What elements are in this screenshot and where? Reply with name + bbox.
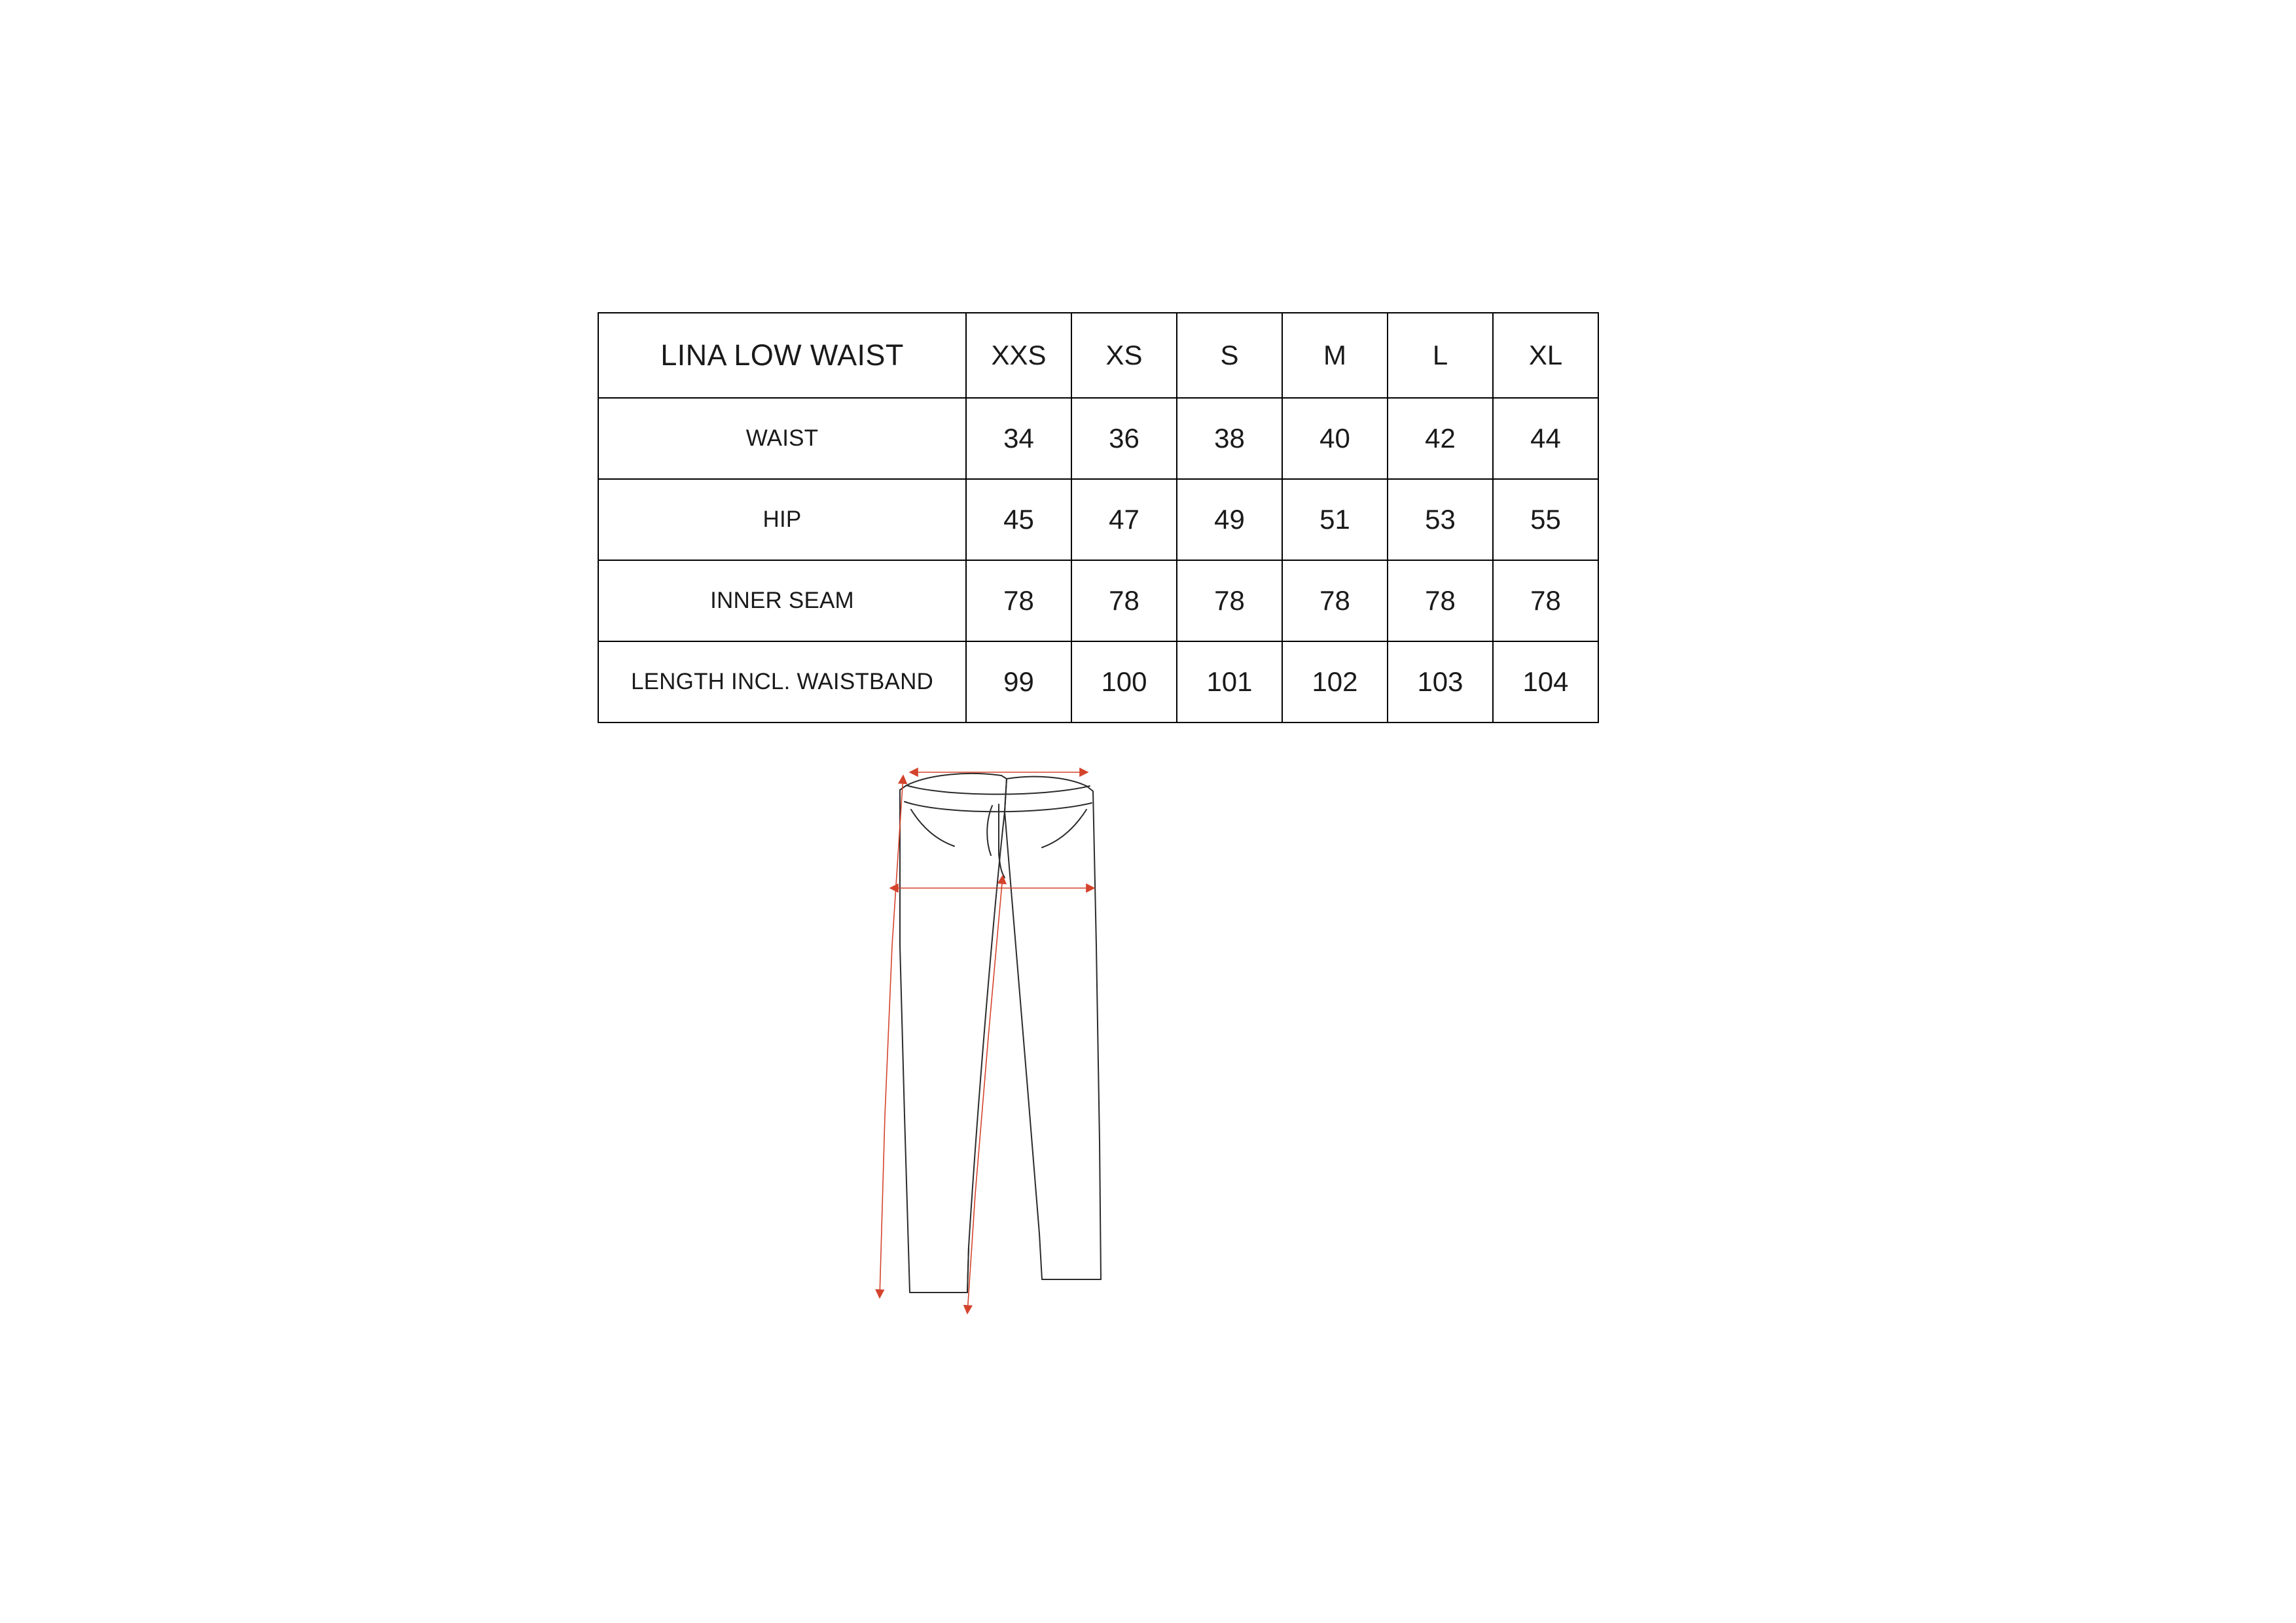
- cell-inner-seam-s: 78: [1177, 560, 1282, 641]
- cell-length-s: 101: [1177, 641, 1282, 722]
- cell-hip-m: 51: [1282, 479, 1388, 560]
- cell-inner-seam-xs: 78: [1071, 560, 1177, 641]
- cell-waist-xs: 36: [1071, 398, 1177, 479]
- table-row: [598, 560, 1598, 641]
- cell-length-xxs: 99: [966, 641, 1071, 722]
- trousers-technical-drawing: [870, 749, 1394, 1371]
- size-chart-table: [598, 312, 1599, 723]
- row-label-length-incl-waistband: LENGTH INCL. WAISTBAND: [598, 641, 966, 722]
- cell-inner-seam-m: 78: [1282, 560, 1388, 641]
- trousers-outline: [900, 774, 1101, 1293]
- size-header-xl: XL: [1493, 313, 1598, 398]
- row-label-waist: WAIST: [598, 398, 966, 479]
- cell-length-xs: 100: [1071, 641, 1177, 722]
- table-header-row: [598, 313, 1598, 398]
- cell-hip-xl: 55: [1493, 479, 1598, 560]
- size-header-s: S: [1177, 313, 1282, 398]
- measurement-arrows: [880, 772, 1094, 1313]
- cell-waist-xl: 44: [1493, 398, 1598, 479]
- table-row: [598, 398, 1598, 479]
- row-label-inner-seam: INNER SEAM: [598, 560, 966, 641]
- cell-hip-xxs: 45: [966, 479, 1071, 560]
- size-chart-container: [598, 312, 1598, 723]
- table-row: [598, 479, 1598, 560]
- cell-waist-xxs: 34: [966, 398, 1071, 479]
- size-header-l: L: [1388, 313, 1493, 398]
- cell-hip-s: 49: [1177, 479, 1282, 560]
- chart-title: LINA LOW WAIST: [598, 313, 966, 398]
- cell-length-l: 103: [1388, 641, 1493, 722]
- size-header-m: M: [1282, 313, 1388, 398]
- size-header-xxs: XXS: [966, 313, 1071, 398]
- size-header-xs: XS: [1071, 313, 1177, 398]
- row-label-hip: HIP: [598, 479, 966, 560]
- cell-length-m: 102: [1282, 641, 1388, 722]
- cell-hip-xs: 47: [1071, 479, 1177, 560]
- cell-inner-seam-xl: 78: [1493, 560, 1598, 641]
- cell-inner-seam-l: 78: [1388, 560, 1493, 641]
- cell-waist-l: 42: [1388, 398, 1493, 479]
- cell-length-xl: 104: [1493, 641, 1598, 722]
- cell-waist-m: 40: [1282, 398, 1388, 479]
- cell-waist-s: 38: [1177, 398, 1282, 479]
- cell-inner-seam-xxs: 78: [966, 560, 1071, 641]
- cell-hip-l: 53: [1388, 479, 1493, 560]
- inner-seam-measure-arrow: [967, 876, 1003, 1313]
- table-row: [598, 641, 1598, 722]
